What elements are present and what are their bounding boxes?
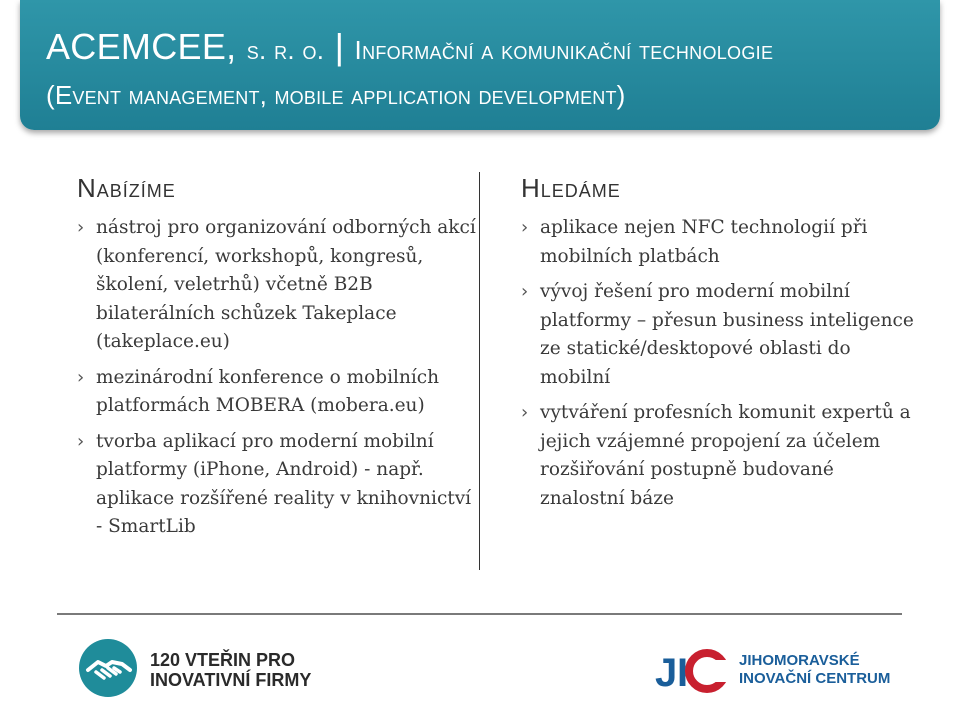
company-legal-form: s. r. o.: [246, 35, 325, 65]
logo-jic-line2: INOVAČNÍ CENTRUM: [739, 670, 891, 687]
list-item-text: nástroj pro organizování odborných akcí (konferencí, workshopů, kongresů, školení, veletrhů) včetně B2B bilaterálních schůzek Takeplace (takeplace.eu): [96, 217, 476, 352]
bullet-icon: ›: [77, 217, 85, 238]
bullet-icon: ›: [521, 281, 529, 302]
handshake-icon: [78, 638, 138, 698]
list-item: [77, 364, 477, 421]
list-item: [521, 399, 921, 513]
list-item-text: tvorba aplikací pro moderní mobilní platformy (iPhone, Android) - např. aplikace rozšířené reality v knihovnictví - SmartLib: [96, 430, 472, 537]
company-name: ACEMCEE,: [46, 26, 247, 67]
logo-120-text: [150, 650, 311, 690]
list-item-text: vytváření profesních komunit expertů a jejich vzájemné propojení za účelem rozšiřování postupně budované znalostní báze: [540, 402, 911, 509]
logo-120-line1: 120 VTEŘIN PRO: [150, 650, 296, 670]
list-item: [521, 278, 921, 392]
offer-column: [77, 172, 477, 549]
company-sector: Informační a komunikační technologie: [354, 35, 774, 65]
offer-list: [77, 214, 477, 542]
list-item-text: vývoj řešení pro moderní mobilní platformy – přesun business inteligence ze statické/desktopové oblasti do mobilní: [540, 281, 914, 388]
jic-mark-j: J: [655, 651, 678, 695]
title-banner: [20, 0, 940, 130]
search-list: [521, 214, 921, 513]
logo-jic-text: [739, 652, 890, 688]
list-item: [521, 214, 921, 271]
list-item-text: mezinárodní konference o mobilních platformách MOBERA (mobera.eu): [96, 366, 440, 416]
bullet-icon: ›: [77, 366, 85, 388]
slide-title: [46, 26, 773, 68]
bullet-icon: ›: [521, 402, 529, 423]
logo-120-vterin: [78, 638, 338, 700]
search-column: [521, 172, 921, 520]
logo-120-line2: INOVATIVNÍ FIRMY: [150, 670, 312, 690]
bullet-icon: ›: [521, 217, 529, 238]
list-item-text: aplikace nejen NFC technologií při mobilních platbách: [540, 217, 868, 267]
title-separator: |: [324, 26, 355, 67]
footer-divider: [57, 613, 902, 615]
logo-jic: [655, 640, 895, 700]
slide-subtitle: (Event management, mobile application development): [46, 80, 626, 110]
jic-mark-i: I: [677, 651, 689, 695]
list-item: [77, 428, 477, 542]
logo-jic-line1: JIHOMORAVSKÉ: [739, 652, 860, 669]
column-divider: [479, 172, 480, 570]
list-item: [77, 214, 477, 357]
offer-heading: Nabízíme: [77, 173, 176, 203]
bullet-icon: ›: [77, 430, 85, 452]
search-heading: Hledáme: [521, 173, 621, 203]
jic-logo-icon: [655, 640, 731, 700]
